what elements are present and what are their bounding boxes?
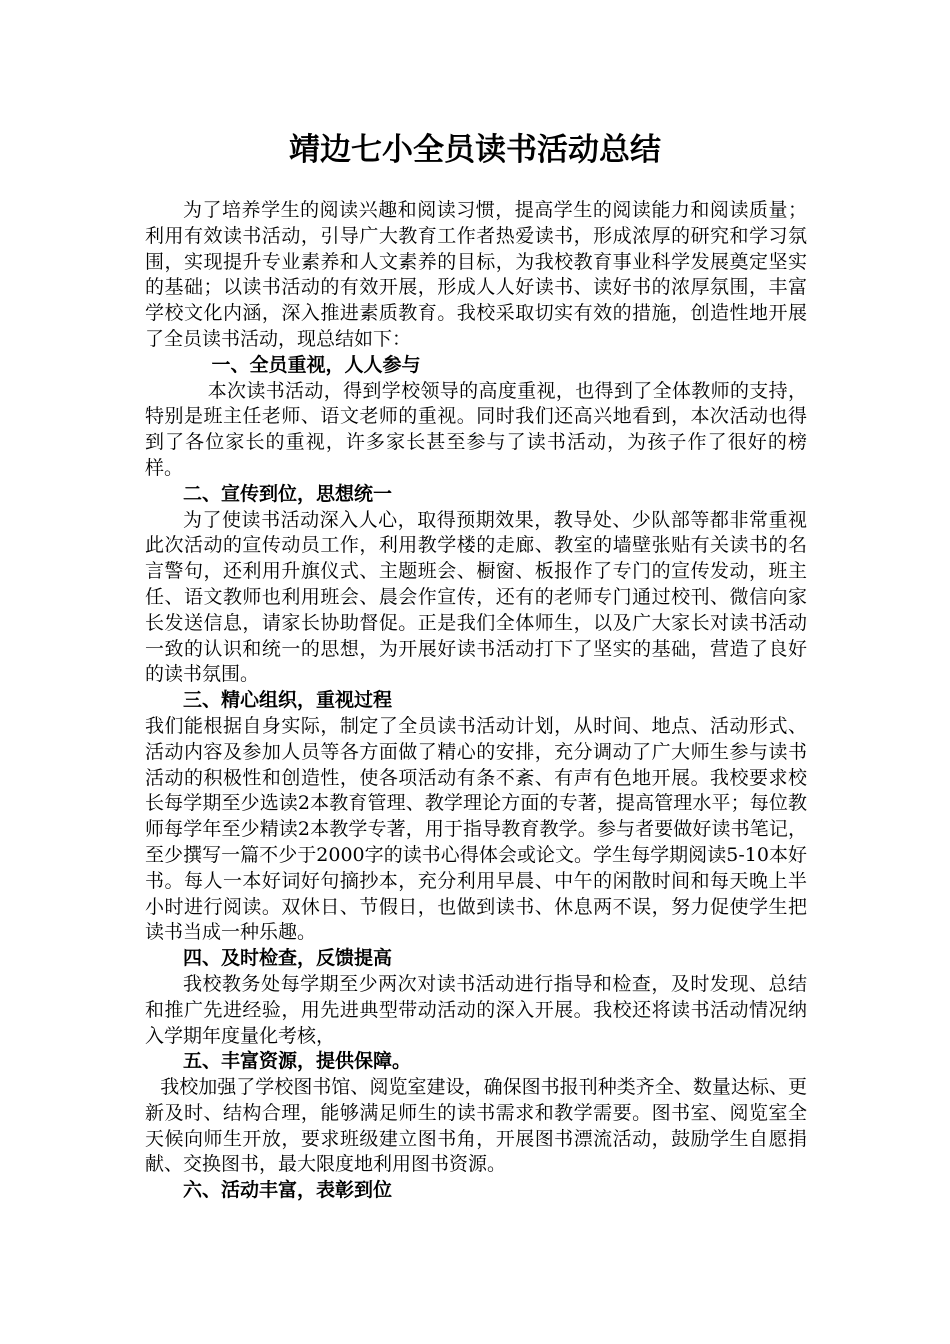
section-6-heading: 六、活动丰富，表彰到位: [183, 1179, 393, 1202]
document-body: [145, 198, 807, 1204]
section-5-paragraph: 我校加强了学校图书馆、阅览室建设，确保图书报刊种类齐全、数量达标、更新及时、结构合理，能够满足师生的读书需求和教学需要。图书室、阅览室全天候向师生开放，要求班级建立图书角，开展图书漂流活动，鼓励学生自愿捐献、交换图书，最大限度地利用图书资源。: [145, 1076, 807, 1176]
section-1-paragraph: 本次读书活动，得到学校领导的高度重视，也得到了全体教师的支持，特别是班主任老师、语文老师的重视。同时我们还高兴地看到，本次活动也得到了各位家长的重视，许多家长甚至参与了读书活动，为孩子作了很好的榜样。: [145, 379, 807, 479]
document-title: 靖边七小全员读书活动总结: [289, 132, 661, 168]
section-3-heading: 三、精心组织，重视过程: [183, 689, 393, 712]
section-1-heading: 一、全员重视，人人参与: [211, 353, 421, 376]
section-4-paragraph: 我校教务处每学期至少两次对读书活动进行指导和检查，及时发现、总结和推广先进经验，用先进典型带动活动的深入开展。我校还将读书活动情况纳入学期年度量化考核，: [145, 972, 807, 1047]
section-5-heading: 五、丰富资源，提供保障。: [183, 1050, 412, 1073]
section-2-paragraph: 为了使读书活动深入人心，取得预期效果，教导处、少队部等都非常重视此次活动的宣传动员工作，利用教学楼的走廊、教室的墙壁张贴有关读书的名言警句，还利用升旗仪式、主题班会、橱窗、板报作了专门的宣传发动，班主任、语文教师也利用班会、晨会作宣传，还有的老师专门通过校刊、微信向家长发送信息，请家长协助督促。正是我们全体师生，以及广大家长对读书活动一致的认识和统一的思想，为开展好读书活动打下了坚实的基础，营造了良好的读书氛围。: [145, 508, 807, 686]
intro-paragraph: 为了培养学生的阅读兴趣和阅读习惯，提高学生的阅读能力和阅读质量；利用有效读书活动，引导广大教育工作者热爱读书，形成浓厚的研究和学习氛围，实现提升专业素养和人文素养的目标，为我校教育事业科学发展奠定坚实的基础；以读书活动的有效开展，形成人人好读书、读好书的浓厚氛围，丰富学校文化内涵，深入推进素质教育。我校采取切实有效的措施，创造性地开展了全员读书活动，现总结如下：: [145, 199, 807, 350]
section-3-paragraph: 我们能根据自身实际，制定了全员读书活动计划，从时间、地点、活动形式、活动内容及参加人员等各方面做了精心的安排，充分调动了广大师生参与读书活动的积极性和创造性，使各项活动有条不紊、有声有色地开展。我校要求校长每学期至少选读2本教育管理、教学理论方面的专著，提高管理水平；每位教师每学年至少精读2本教学专著，用于指导教育教学。参与者要做好读书笔记，至少撰写一篇不少于2000字的读书心得体会或论文。学生每学期阅读5-10本好书。每人一本好词好句摘抄本，充分利用早晨、中午的闲散时间和每天晚上半小时进行阅读。双休日、节假日，也做到读书、休息两不误，努力促使学生把读书当成一种乐趣。: [145, 714, 807, 944]
section-2-heading: 二、宣传到位，思想统一: [183, 482, 393, 505]
section-4-heading: 四、及时检查，反馈提高: [183, 947, 393, 970]
